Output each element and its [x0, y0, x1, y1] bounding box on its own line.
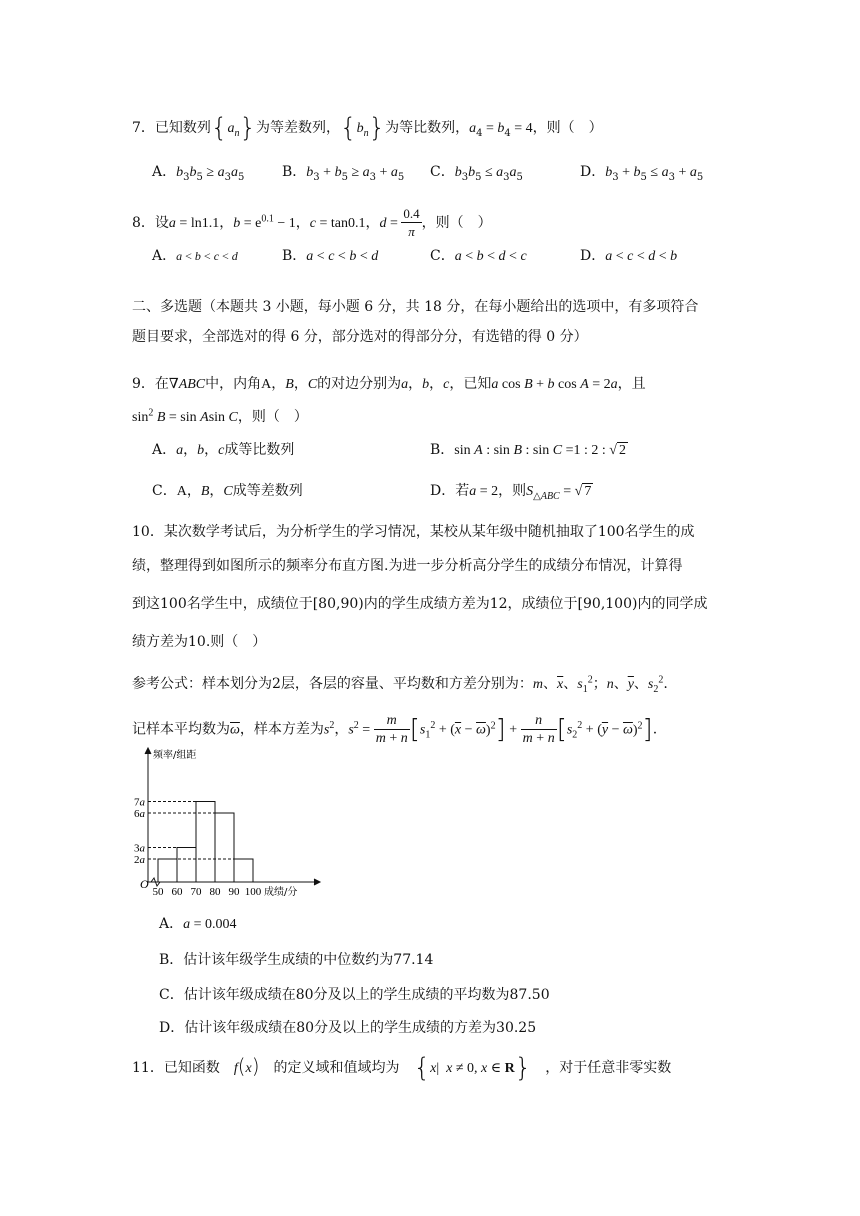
x-tick-label: 70 — [190, 886, 202, 898]
histogram-bar — [196, 802, 215, 883]
question-10-line-2: 绩，整理得到如图所示的频率分布直方图.为进一步分析高分学生的成绩分布情况，计算得 — [132, 558, 683, 574]
section-2-line-2: 题目要求，全部选对的得 6 分，部分选对的得部分分，有选错的得 0 分） — [132, 329, 588, 345]
x-tick-label: 50 — [152, 886, 164, 898]
option-7c[interactable]: C．$b_3b_5 \le a_3a_5$ — [430, 164, 523, 183]
reference-formula-1: 参考公式：样本划分为2层，各层的容量、平均数和方差分别为：m、$\overline{x}$、$s_1^2$；n、$\overline{y}$、$s_2^2$. — [132, 674, 668, 695]
option-9c[interactable]: C．A，B，C成等差数列 — [152, 483, 303, 499]
option-7b[interactable]: B．$b_3 + b_5 \ge a_3 + a_5$ — [282, 164, 405, 183]
question-11-stem: 11．已知函数 f(x) 的定义域和值域均为 {x| x ≠ 0, x ∈ R} ，对于任意非零实数 — [132, 1053, 672, 1083]
question-10-line-4: 绩方差为10.则（ ） — [132, 634, 267, 650]
option-7a[interactable]: A．$b_3b_5 \ge a_3a_5$ — [152, 164, 245, 183]
origin-label: O — [140, 877, 149, 891]
reference-formula-2: 记样本平均数为$\overline{\omega}$，样本方差为$s^2$，$s^2$ = $\frac{m}{m + n}$ $[s_1^2 + (\overline{x} - \overline{\omega})^2]$ + $\frac{n}{m + n}$ $[s_2^2 + (\overline{y} - \overline{\omega})^2]$. — [132, 713, 658, 746]
option-10b[interactable]: B．估计该年级学生成绩的中位数约为77.14 — [159, 952, 434, 968]
section-2-line-1: 二、多选题（本题共 3 小题，每小题 6 分，共 18 分，在每小题给出的选项中，有多项符合 — [132, 299, 699, 315]
option-9b[interactable]: B．sin A : sin B : sin C =1 : 2 : √ 2 — [430, 442, 626, 458]
histogram-bar — [215, 813, 234, 882]
y-tick-label: 7a — [134, 796, 145, 809]
y-axis-arrow — [145, 748, 151, 754]
option-8d[interactable]: D．a < c < d < b — [580, 248, 678, 264]
y-tick-label: 2a — [134, 854, 145, 866]
x-axis-arrow — [314, 879, 320, 885]
option-9d[interactable]: D．若a = 2，则$S_{\triangle ABC}$ = √ 7 — [430, 483, 592, 502]
option-8c[interactable]: C．a < b < d < c — [430, 248, 527, 264]
option-10c[interactable]: C．估计该年级成绩在80分及以上的学生成绩的平均数为87.50 — [159, 987, 550, 1003]
histogram-bar — [177, 848, 196, 883]
y-tick-label: 3a — [134, 842, 145, 855]
question-9-stem-2: $\sin^2 B = \sin Asin$ C，则（ ） — [132, 407, 308, 425]
frequency-histogram — [128, 744, 328, 904]
x-tick-label: 100 — [244, 886, 262, 898]
question-10-line-3: 到这100名学生中，成绩位于[80,90)内的学生成绩方差为12，成绩位于[90,100)内的同学成 — [132, 596, 708, 612]
option-8a[interactable]: A．a < b < c < d — [152, 248, 238, 264]
histogram-bar — [234, 859, 253, 882]
option-8b[interactable]: B．a < c < b < d — [282, 248, 379, 264]
question-7-stem: 7．已知数列$\{a_n\}$为等差数列，$\{b_n\}$为等比数列，$a_4 = b_4 = 4$，则（ ） — [132, 113, 603, 143]
y-axis-title: 频率/组距 — [153, 750, 197, 761]
histogram-bar — [158, 859, 177, 882]
question-8-stem: 8．设a = ln1.1，$b = e^{0.1} - 1$，c = tan0.1，d = $\frac{0.4}{\pi}$ ，则（ ） — [132, 206, 492, 239]
option-10d[interactable]: D．估计该年级成绩在80分及以上的学生成绩的方差为30.25 — [159, 1020, 537, 1036]
question-9-stem-1: 9．在∇ABC中，内角A，B，C的对边分别为a，b，c，已知a cos B + b cos A = 2a，且 — [132, 376, 646, 392]
x-axis-title: 成绩/分 — [264, 887, 298, 898]
x-tick-label: 60 — [171, 886, 183, 898]
option-7d[interactable]: D．$b_3 + b_5 \le a_3 + a_5$ — [580, 164, 704, 183]
option-9a[interactable]: A．a，b，c成等比数列 — [152, 442, 295, 458]
x-tick-label: 90 — [228, 886, 240, 898]
x-tick-label: 80 — [209, 886, 221, 898]
option-10a[interactable]: A．a = 0.004 — [159, 916, 237, 932]
y-tick-label: 6a — [134, 808, 145, 820]
question-10-line-1: 10．某次数学考试后，为分析学生的学习情况，某校从某年级中随机抽取了100名学生的成 — [132, 524, 695, 540]
